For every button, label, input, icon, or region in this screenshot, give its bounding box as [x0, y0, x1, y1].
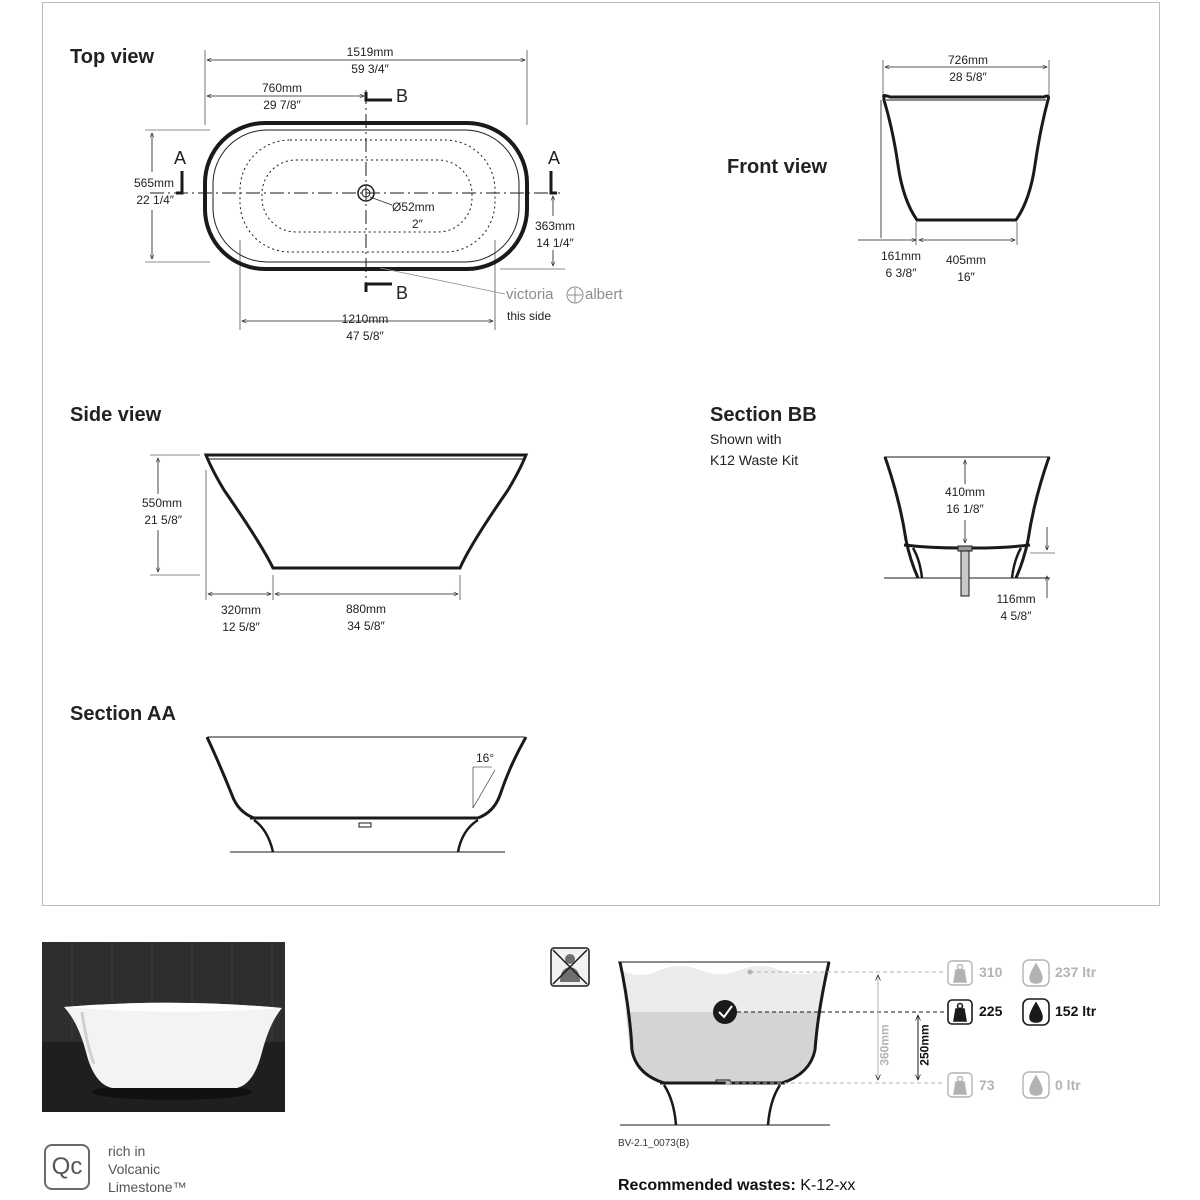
base-offset-mm: 161mm — [880, 249, 921, 263]
material-line-1: rich in — [108, 1143, 146, 1159]
section-bb-heading: Section BB — [710, 404, 817, 426]
section-aa-heading: Section AA — [70, 703, 176, 725]
recommended-wastes-label: Recommended wastes: — [618, 1177, 796, 1194]
water-drop-icon-recommended — [1023, 999, 1049, 1025]
water-drop-icon-empty — [1023, 1072, 1049, 1098]
brand-albert: albert — [585, 286, 623, 303]
empty-volume: 0 ltr — [1055, 1077, 1081, 1093]
material-description — [108, 1142, 187, 1196]
end-length-mm: 320mm — [220, 603, 261, 617]
drawing-reference: BV-2.1_0073(B) — [618, 1138, 690, 1149]
section-bb-note-2: K12 Waste Kit — [710, 452, 799, 468]
section-a-marker-left: A — [174, 148, 187, 168]
width-in: 22 1/4″ — [136, 193, 174, 207]
front-view-drawing — [858, 60, 1049, 245]
section-bb-note-1: Shown with — [710, 431, 782, 447]
weight-person-icon — [551, 948, 589, 986]
offset-in: 14 1/4″ — [536, 236, 574, 250]
weight-icon-recommended — [948, 1000, 972, 1024]
victoria-albert-logo — [567, 287, 583, 303]
recommended-volume: 152 ltr — [1055, 1003, 1097, 1019]
half-length-mm: 760mm — [261, 81, 302, 95]
waste-height-in: 4 5/8″ — [1000, 609, 1032, 623]
material-line-2: Volcanic — [108, 1161, 161, 1177]
empty-weight: 73 — [979, 1077, 995, 1093]
recommended-height-label: 250mm — [917, 1024, 932, 1066]
brand-victoria: victoria — [506, 286, 554, 303]
full-volume: 237 ltr — [1055, 964, 1097, 980]
overall-length-in: 59 3/4″ — [351, 62, 389, 76]
full-weight: 310 — [979, 964, 1003, 980]
height-in: 21 5/8″ — [144, 513, 182, 527]
base-width-mm: 405mm — [945, 253, 986, 267]
offset-mm: 363mm — [534, 219, 575, 233]
recommended-wastes — [618, 1177, 855, 1195]
recommended-wastes-value: K-12-xx — [800, 1177, 856, 1194]
top-view-drawing — [145, 50, 565, 330]
half-length-in: 29 7/8″ — [263, 98, 301, 112]
section-b-marker-top: B — [396, 86, 409, 106]
weight-icon-empty — [948, 1073, 972, 1097]
end-length-in: 12 5/8″ — [222, 620, 260, 634]
inner-length-mm: 1210mm — [341, 312, 389, 326]
height-mm: 550mm — [141, 496, 182, 510]
qc-logo: Qc — [44, 1144, 90, 1190]
base-width-in: 16″ — [957, 270, 975, 284]
side-view-heading: Side view — [70, 404, 162, 426]
total-height-label: 360mm — [877, 1024, 892, 1066]
water-drop-icon-full — [1023, 960, 1049, 986]
depth-in: 16 1/8″ — [946, 502, 984, 516]
base-length-mm: 880mm — [345, 602, 386, 616]
width-mm: 565mm — [133, 176, 174, 190]
weight-icon-full — [948, 961, 972, 985]
section-b-marker-bottom: B — [396, 283, 409, 303]
inner-length-in: 47 5/8″ — [346, 329, 384, 343]
waste-height-mm: 116mm — [996, 592, 1036, 606]
front-view-heading: Front view — [727, 156, 828, 178]
capacity-diagram — [618, 962, 945, 1125]
side-view-drawing — [150, 455, 526, 600]
brand-this-side: this side — [507, 309, 552, 323]
waste-diameter-mm: Ø52mm — [392, 200, 435, 214]
section-a-marker-right: A — [548, 148, 561, 168]
section-bb-drawing — [884, 457, 1055, 598]
depth-mm: 410mm — [944, 485, 985, 499]
front-width-in: 28 5/8″ — [949, 70, 987, 84]
recommended-weight: 225 — [979, 1003, 1003, 1019]
overall-length-mm: 1519mm — [346, 45, 394, 59]
waste-diameter-in: 2″ — [412, 217, 423, 231]
front-width-mm: 726mm — [947, 53, 988, 67]
base-offset-in: 6 3/8″ — [885, 266, 917, 280]
material-line-3: Limestone™ — [108, 1179, 187, 1195]
bath-photo — [42, 942, 285, 1112]
base-length-in: 34 5/8″ — [347, 619, 385, 633]
top-view-heading: Top view — [70, 46, 155, 68]
wall-angle: 16° — [476, 751, 495, 765]
